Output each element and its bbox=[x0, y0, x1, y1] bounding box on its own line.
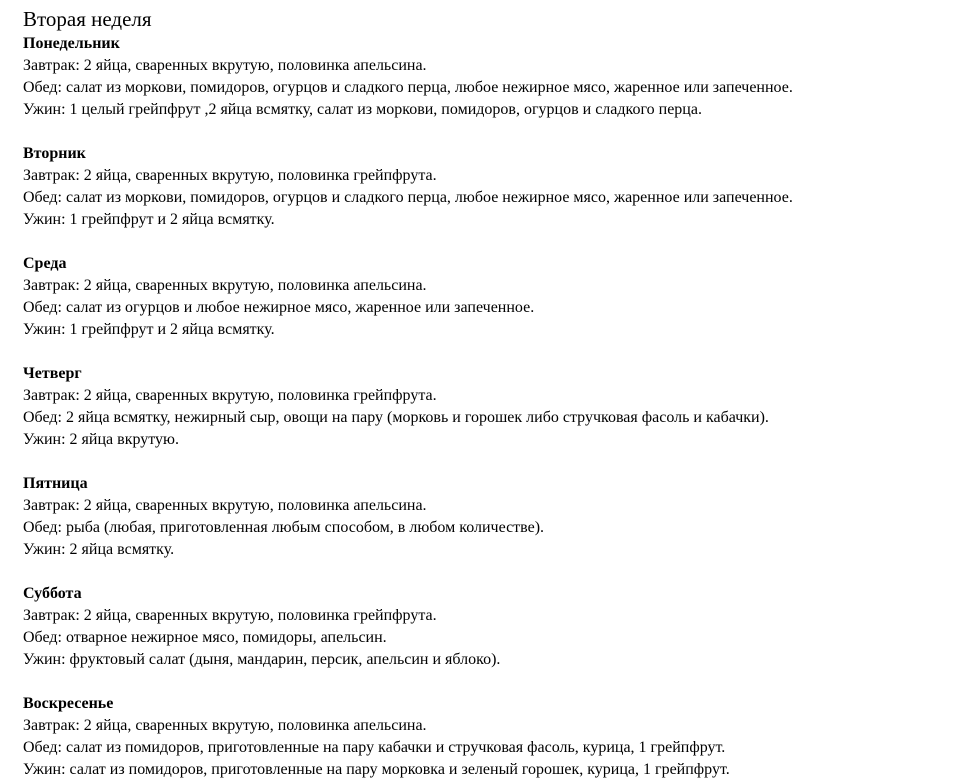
meal-breakfast: Завтрак: 2 яйца, сваренных вкрутую, половинка апельсина. bbox=[23, 57, 427, 74]
meal-lunch: Обед: салат из помидоров, приготовленные на пару кабачки и стручковая фасоль, курица, 1 грейпфрут. bbox=[23, 739, 726, 756]
day-friday bbox=[23, 473, 980, 561]
meal-lunch: Обед: рыба (любая, приготовленная любым способом, в любом количестве). bbox=[23, 519, 545, 536]
day-heading: Понедельник bbox=[23, 35, 120, 52]
meal-breakfast: Завтрак: 2 яйца, сваренных вкрутую, половинка апельсина. bbox=[23, 717, 427, 734]
day-wednesday bbox=[23, 253, 980, 341]
meal-lunch: Обед: салат из моркови, помидоров, огурцов и сладкого перца, любое нежирное мясо, жаренное или запеченное. bbox=[23, 79, 793, 96]
page-title: Вторая неделя bbox=[23, 7, 152, 31]
day-heading: Воскресенье bbox=[23, 695, 114, 712]
meal-lunch: Обед: салат из моркови, помидоров, огурцов и сладкого перца, любое нежирное мясо, жаренное или запеченное. bbox=[23, 189, 793, 206]
day-heading: Четверг bbox=[23, 365, 82, 382]
document-page bbox=[23, 6, 980, 781]
day-tuesday bbox=[23, 143, 980, 231]
meal-breakfast: Завтрак: 2 яйца, сваренных вкрутую, половинка грейпфрута. bbox=[23, 387, 437, 404]
meal-breakfast: Завтрак: 2 яйца, сваренных вкрутую, половинка грейпфрута. bbox=[23, 607, 437, 624]
meal-dinner: Ужин: 2 яйца вкрутую. bbox=[23, 431, 179, 448]
meal-dinner: Ужин: 2 яйца всмятку. bbox=[23, 541, 175, 558]
day-thursday bbox=[23, 363, 980, 451]
day-heading: Среда bbox=[23, 255, 67, 272]
day-sunday bbox=[23, 693, 980, 781]
meal-dinner: Ужин: 1 целый грейпфрут ,2 яйца всмятку, салат из моркови, помидоров, огурцов и сладкого перца. bbox=[23, 101, 702, 118]
meal-dinner: Ужин: 1 грейпфрут и 2 яйца всмятку. bbox=[23, 321, 275, 338]
day-heading: Вторник bbox=[23, 145, 86, 162]
day-saturday bbox=[23, 583, 980, 671]
day-heading: Пятница bbox=[23, 475, 88, 492]
meal-dinner: Ужин: фруктовый салат (дыня, мандарин, персик, апельсин и яблоко). bbox=[23, 651, 501, 668]
meal-lunch: Обед: 2 яйца всмятку, нежирный сыр, овощи на пару (морковь и горошек либо стручковая фасоль и кабачки). bbox=[23, 409, 769, 426]
meal-dinner: Ужин: 1 грейпфрут и 2 яйца всмятку. bbox=[23, 211, 275, 228]
meal-breakfast: Завтрак: 2 яйца, сваренных вкрутую, половинка грейпфрута. bbox=[23, 167, 437, 184]
meal-breakfast: Завтрак: 2 яйца, сваренных вкрутую, половинка апельсина. bbox=[23, 497, 427, 514]
day-monday bbox=[23, 33, 980, 121]
day-heading: Суббота bbox=[23, 585, 82, 602]
meal-breakfast: Завтрак: 2 яйца, сваренных вкрутую, половинка апельсина. bbox=[23, 277, 427, 294]
meal-lunch: Обед: отварное нежирное мясо, помидоры, апельсин. bbox=[23, 629, 387, 646]
meal-dinner: Ужин: салат из помидоров, приготовленные на пару морковка и зеленый горошек, курица, 1 грейпфрут. bbox=[23, 761, 730, 778]
meal-lunch: Обед: салат из огурцов и любое нежирное мясо, жаренное или запеченное. bbox=[23, 299, 535, 316]
